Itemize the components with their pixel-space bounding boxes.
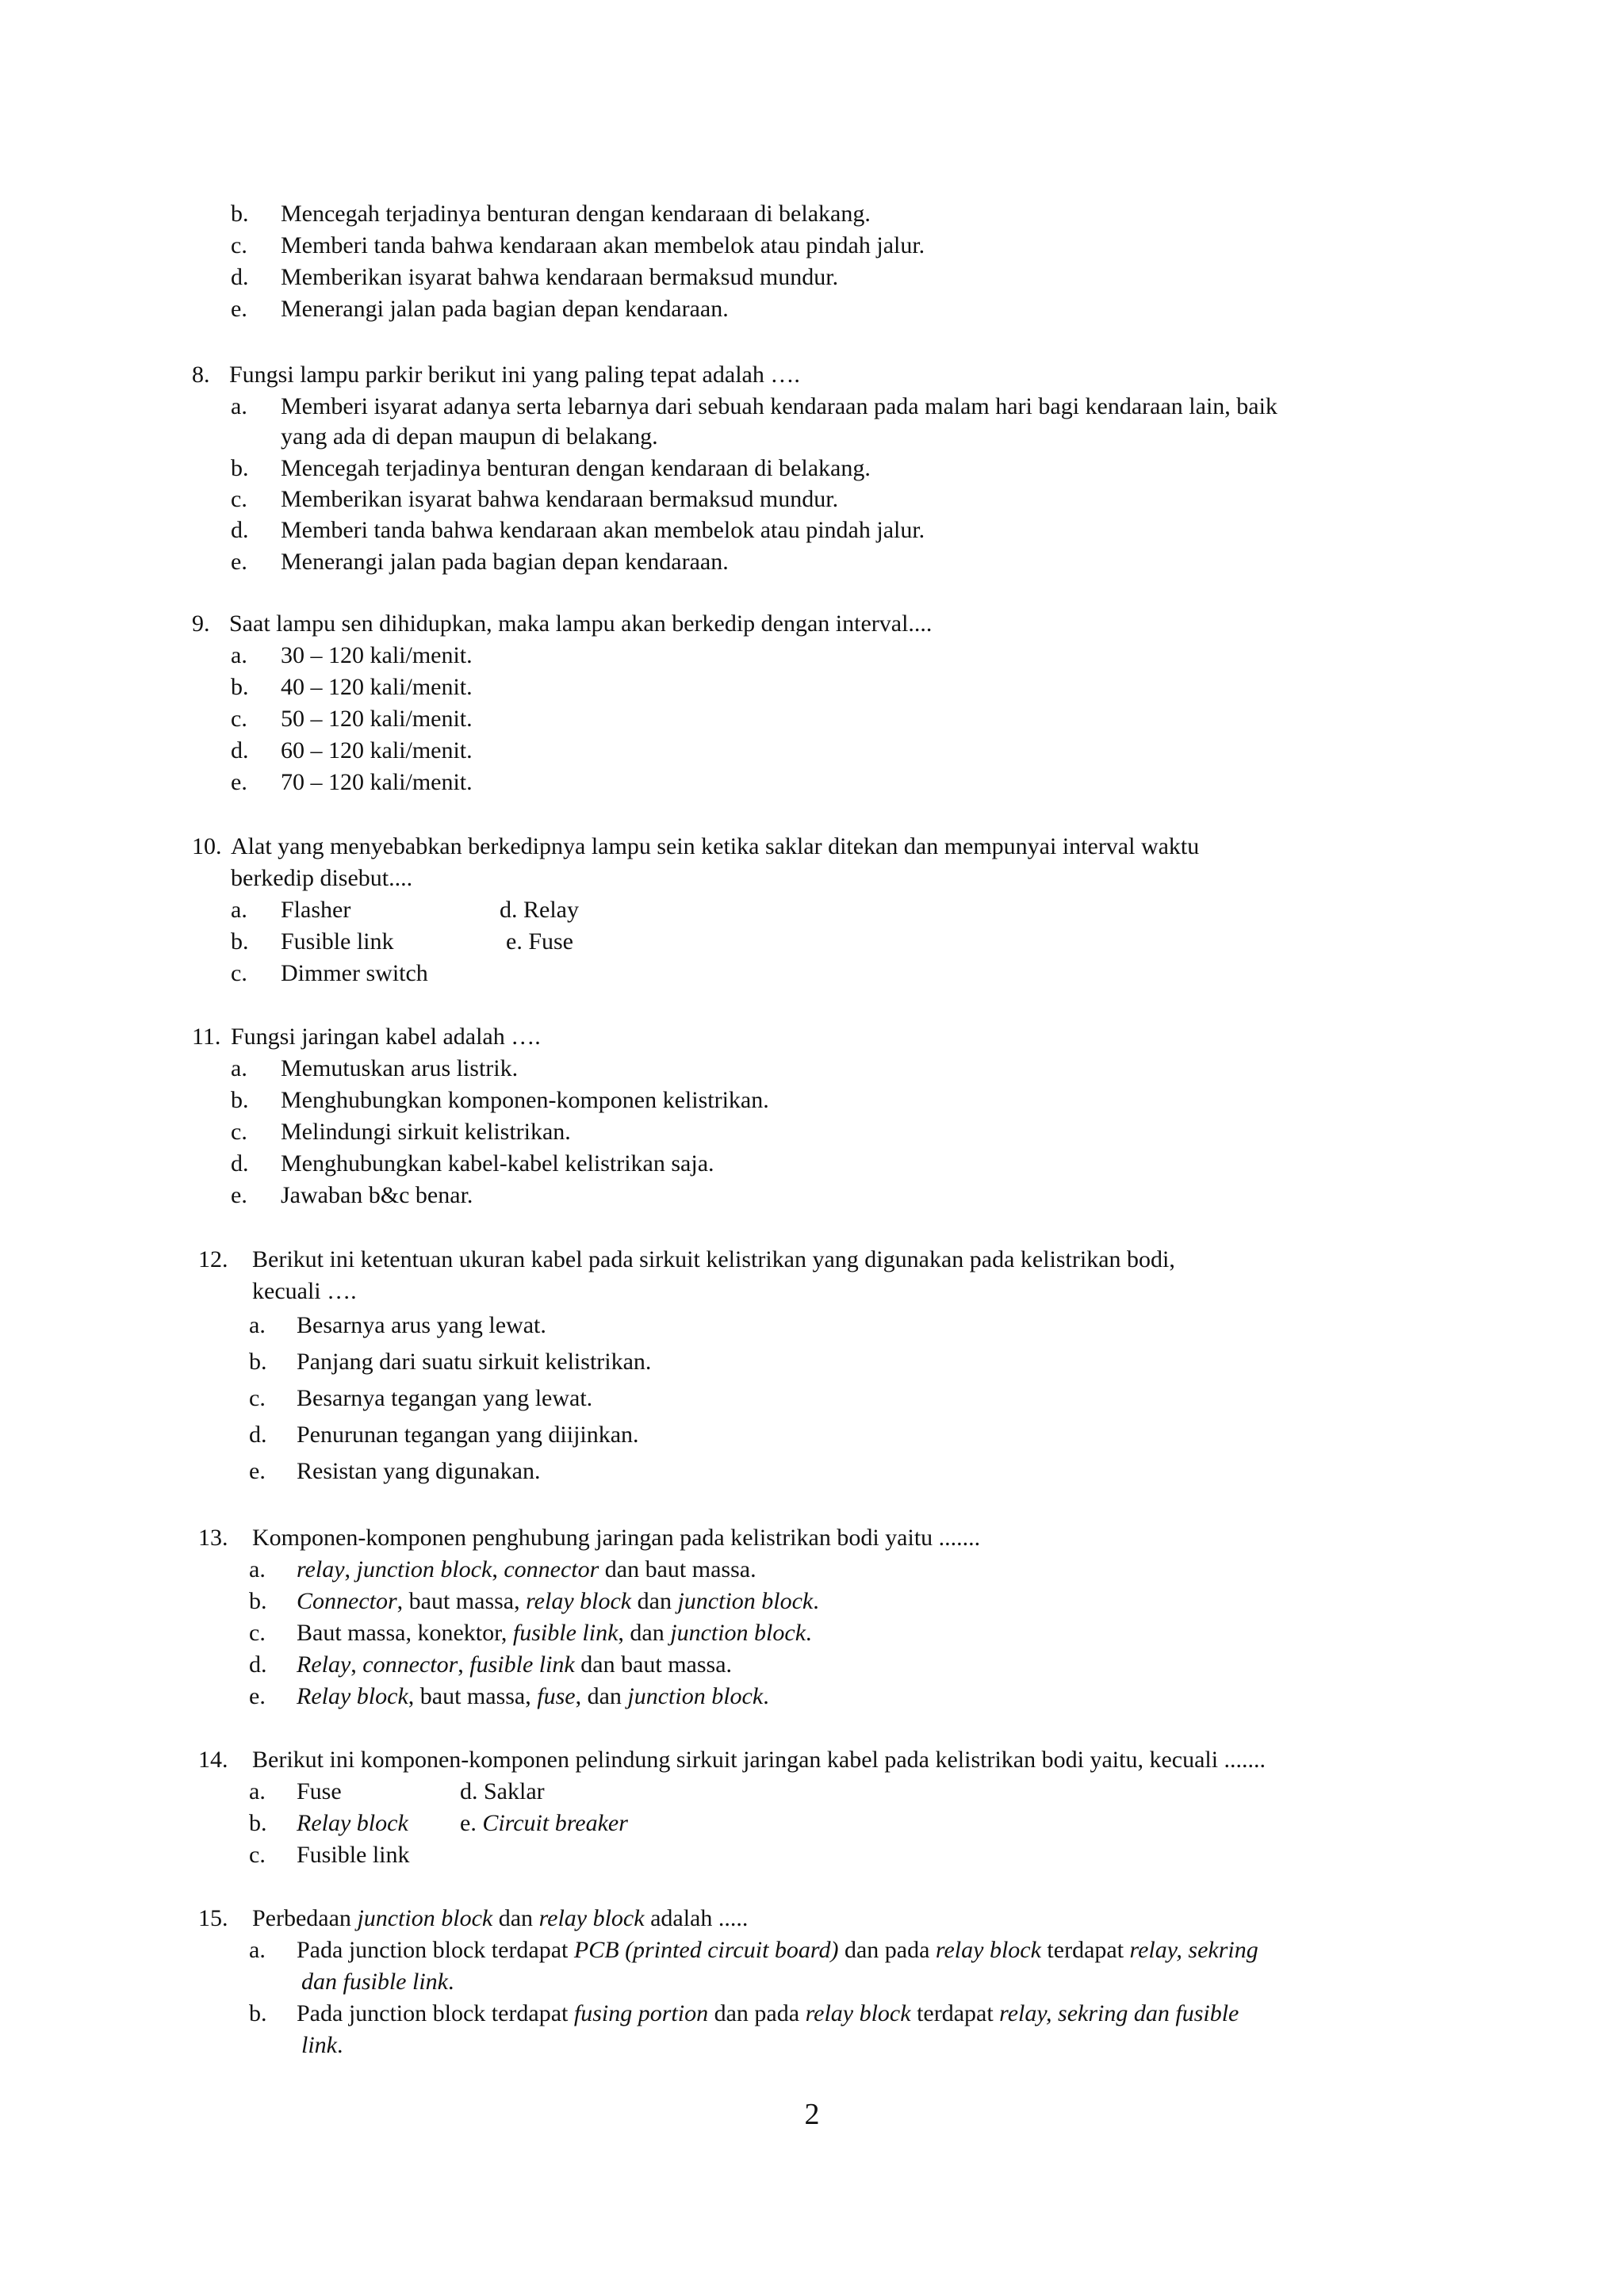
question-number: 8.: [192, 362, 210, 388]
option-label: c.: [231, 232, 247, 258]
option-label: e.: [231, 769, 247, 795]
option-text: Flasher: [281, 897, 351, 923]
option-text: Panjang dari suatu sirkuit kelistrikan.: [297, 1349, 652, 1375]
question-text: Komponen-komponen penghubung jaringan pada kelistrikan bodi yaitu .......: [252, 1525, 981, 1551]
option-text: Baut massa, konektor, fusible link, dan junction block.: [297, 1620, 812, 1646]
question-text-continued: berkedip disebut....: [231, 865, 413, 891]
question-number: 13.: [198, 1525, 228, 1551]
option-text: 60 – 120 kali/menit.: [281, 737, 473, 763]
option-label: b.: [231, 201, 249, 227]
question-number: 10.: [192, 833, 222, 859]
option-text: Menghubungkan kabel-kabel kelistrikan saja.: [281, 1150, 714, 1177]
option-label: b.: [231, 674, 249, 700]
page-number: 2: [804, 2098, 820, 2131]
option-text: Jawaban b&c benar.: [281, 1182, 473, 1208]
option-text: Melindungi sirkuit kelistrikan.: [281, 1119, 571, 1145]
option-label: c.: [249, 1385, 266, 1411]
option-text: Memberi tanda bahwa kendaraan akan membelok atau pindah jalur.: [281, 232, 925, 258]
option-text: Fusible link: [297, 1842, 410, 1868]
option-label: d.: [231, 1150, 249, 1177]
question-number: 9.: [192, 610, 210, 637]
option-label: a.: [231, 897, 247, 923]
option-text: Mencegah terjadinya benturan dengan kendaraan di belakang.: [281, 201, 871, 227]
option-label: a.: [249, 1778, 266, 1804]
option-label: d.: [249, 1422, 267, 1448]
option-text: Besarnya arus yang lewat.: [297, 1312, 546, 1338]
option-text: Mencegah terjadinya benturan dengan kendaraan di belakang.: [281, 455, 871, 481]
option-text: 50 – 120 kali/menit.: [281, 706, 473, 732]
option-label: a.: [231, 642, 247, 668]
question-number: 11.: [192, 1024, 221, 1050]
option-text: Fuse: [297, 1778, 342, 1804]
option-label: b.: [231, 928, 249, 955]
option-label: b.: [231, 455, 249, 481]
option-label: e.: [249, 1458, 266, 1484]
option-text: Relay, connector, fusible link dan baut massa.: [297, 1651, 733, 1678]
option-text-continued: link.: [301, 2032, 343, 2058]
question-text: Berikut ini ketentuan ukuran kabel pada sirkuit kelistrikan yang digunakan pada kelistrikan bodi,: [252, 1246, 1175, 1272]
option-text: Memberikan isyarat bahwa kendaraan bermaksud mundur.: [281, 486, 839, 512]
option-label: b.: [231, 1087, 249, 1113]
option-text: Menerangi jalan pada bagian depan kendaraan.: [281, 296, 729, 322]
option-text: Dimmer switch: [281, 960, 428, 986]
option-text: Menghubungkan komponen-komponen kelistrikan.: [281, 1087, 769, 1113]
option-text: Relay block: [297, 1810, 408, 1836]
option-text: Pada junction block terdapat fusing portion dan pada relay block terdapat relay, sekring dan fusible: [297, 2000, 1239, 2026]
option-label: c.: [249, 1842, 266, 1868]
option-label: d.: [231, 737, 249, 763]
option-text: Besarnya tegangan yang lewat.: [297, 1385, 593, 1411]
option-text: relay, junction block, connector dan baut massa.: [297, 1556, 756, 1582]
option-text: Relay block, baut massa, fuse, dan junction block.: [297, 1683, 769, 1709]
option-text: d. Relay: [500, 897, 579, 923]
option-label: c.: [249, 1620, 266, 1646]
question-number: 12.: [198, 1246, 228, 1272]
option-label: e.: [231, 549, 247, 575]
option-label: d.: [231, 517, 249, 543]
option-text: 70 – 120 kali/menit.: [281, 769, 473, 795]
question-text: Alat yang menyebabkan berkedipnya lampu sein ketika saklar ditekan dan mempunyai interval waktu: [231, 833, 1200, 859]
option-label: a.: [249, 1937, 266, 1963]
option-text: d. Saklar: [460, 1778, 545, 1804]
option-label: b.: [249, 1810, 267, 1836]
option-text: Pada junction block terdapat PCB (printed circuit board) dan pada relay block terdapat relay, sekring: [297, 1937, 1258, 1963]
option-label: e.: [231, 296, 247, 322]
option-label: c.: [231, 706, 247, 732]
option-label: e.: [249, 1683, 266, 1709]
option-label: a.: [249, 1312, 266, 1338]
option-label: c.: [231, 960, 247, 986]
question-text: Perbedaan junction block dan relay block adalah .....: [252, 1905, 749, 1931]
question-number: 14.: [198, 1747, 228, 1773]
option-text: Connector, baut massa, relay block dan junction block.: [297, 1588, 819, 1614]
question-text: Berikut ini komponen-komponen pelindung sirkuit jaringan kabel pada kelistrikan bodi yaitu, kecuali .......: [252, 1747, 1266, 1773]
option-label: e.: [231, 1182, 247, 1208]
option-label: b.: [249, 1349, 267, 1375]
option-text-continued: dan fusible link.: [301, 1969, 454, 1995]
option-label: b.: [249, 2000, 267, 2026]
option-label: a.: [249, 1556, 266, 1582]
question-text: Fungsi lampu parkir berikut ini yang paling tepat adalah ….: [229, 362, 800, 388]
option-label: d.: [231, 264, 249, 290]
option-text: 30 – 120 kali/menit.: [281, 642, 473, 668]
option-text: Fusible link: [281, 928, 394, 955]
option-text: Resistan yang digunakan.: [297, 1458, 541, 1484]
option-text: e. Fuse: [506, 928, 573, 955]
option-label: c.: [231, 486, 247, 512]
option-text-continued: yang ada di depan maupun di belakang.: [281, 423, 658, 450]
question-text: Fungsi jaringan kabel adalah ….: [231, 1024, 541, 1050]
question-number: 15.: [198, 1905, 228, 1931]
option-text: e. Circuit breaker: [460, 1810, 628, 1836]
option-text: Memberikan isyarat bahwa kendaraan bermaksud mundur.: [281, 264, 839, 290]
option-text: Memutuskan arus listrik.: [281, 1055, 519, 1081]
option-text: Memberi tanda bahwa kendaraan akan membelok atau pindah jalur.: [281, 517, 925, 543]
question-text-continued: kecuali ….: [252, 1278, 357, 1304]
option-label: a.: [231, 1055, 247, 1081]
question-text: Saat lampu sen dihidupkan, maka lampu akan berkedip dengan interval....: [229, 610, 933, 637]
option-label: b.: [249, 1588, 267, 1614]
option-label: a.: [231, 393, 247, 419]
option-label: d.: [249, 1651, 267, 1678]
option-text: Penurunan tegangan yang diijinkan.: [297, 1422, 639, 1448]
option-label: c.: [231, 1119, 247, 1145]
option-text: Memberi isyarat adanya serta lebarnya dari sebuah kendaraan pada malam hari bagi kendaraan lain, baik: [281, 393, 1277, 419]
option-text: Menerangi jalan pada bagian depan kendaraan.: [281, 549, 729, 575]
option-text: 40 – 120 kali/menit.: [281, 674, 473, 700]
